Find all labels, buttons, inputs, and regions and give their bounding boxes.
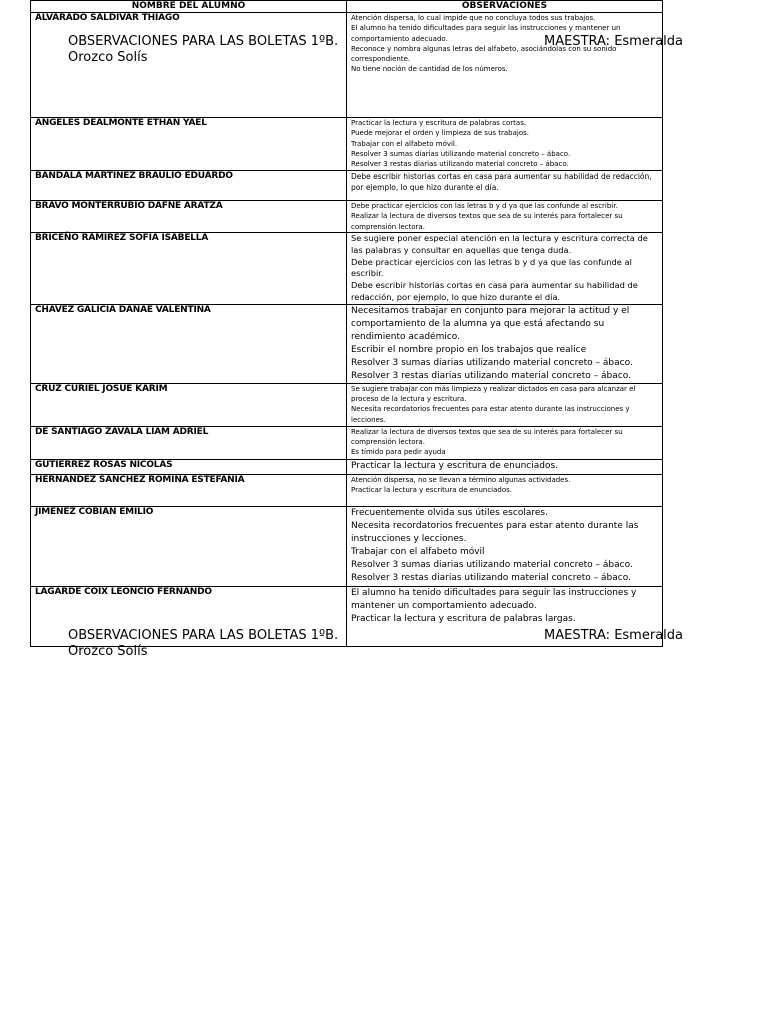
student-name: CRUZ CURIEL JOSUE KARIM (31, 383, 347, 426)
table-row (31, 459, 663, 474)
observation-line: Trabajar con el alfabeto móvil (351, 546, 485, 557)
observation-line: Necesita recordatorios frecuentes para estar atento durante las instrucciones y lecciones. (351, 405, 630, 424)
observation-line: Necesita recordatorios frecuentes para estar atento durante las instrucciones y lecciones. (351, 520, 639, 544)
observation-line: Resolver 3 restas diarias utilizando material concreto – ábaco. (351, 572, 631, 583)
document-title: OBSERVACIONES PARA LAS BOLETAS 1ºB. (68, 628, 339, 643)
table-row (31, 383, 663, 426)
observation-line: Atención dispersa, no se llevan a término algunas actividades. (351, 475, 571, 484)
observation-line: Debe practicar ejercicios con las letras b y d ya que las confunde al escribir. (351, 256, 632, 279)
student-observations (347, 233, 663, 305)
observation-line: Realizar la lectura de diversos textos que sea de su interés para fortalecer su comprensión lectora. (351, 212, 623, 231)
observation-line: Resolver 3 sumas diarias utilizando material concreto – ábaco. (351, 559, 633, 570)
teacher-surname: Orozco Solís (68, 644, 148, 659)
student-name: JIMENEZ COBIAN EMILIO (31, 506, 347, 586)
observations-table (30, 0, 663, 647)
observation-line: Debe escribir historias cortas en casa para aumentar su habilidad de redacción, por ejemplo, lo que hizo durante el día. (351, 172, 652, 192)
teacher-label: MAESTRA: Esmeralda (544, 628, 683, 643)
student-observations (347, 383, 663, 426)
student-name: DE SANTIAGO ZAVALA LIAM ADRIEL (31, 426, 347, 459)
observation-line: Debe practicar ejercicios con las letras b y d ya que las confunde al escribir. (351, 202, 618, 210)
student-name: CHAVEZ GALICIA DANAE VALENTINA (31, 304, 347, 383)
observation-line: Escribir el nombre propio en los trabajos que realice (351, 344, 587, 355)
student-name: GUTIERREZ ROSAS NICOLAS (31, 459, 347, 474)
teacher-label: MAESTRA: Esmeralda (544, 34, 683, 49)
student-observations (347, 171, 663, 201)
document-header (0, 628, 768, 662)
observation-line: Reconoce y nombra algunas letras del alfabeto, asociándolas con su sonido correspondiente. (351, 44, 617, 64)
table-row (31, 506, 663, 586)
observation-line: Realizar la lectura de diversos textos que sea de su interés para fortalecer su comprensión lectora. (351, 427, 623, 447)
student-observations (347, 474, 663, 506)
student-name: LAGARDE COIX LEONCIO FERNANDO (31, 586, 347, 646)
observation-line: Resolver 3 sumas diarias utilizando material concreto – ábaco. (351, 149, 571, 158)
column-header-observations: OBSERVACIONES (347, 1, 663, 13)
student-observations (347, 304, 663, 383)
table-header-row (31, 1, 663, 13)
observation-line: Practicar la lectura y escritura de enunciados. (351, 460, 559, 471)
student-observations (347, 201, 663, 233)
student-observations (347, 118, 663, 171)
student-observations (347, 459, 663, 474)
student-name: ANGELES DEALMONTE ETHAN YAEL (31, 118, 347, 171)
observation-line: Debe escribir historias cortas en casa para aumentar su habilidad de redacción, por ejemplo, lo que hizo durante el día. (351, 280, 638, 302)
document-title: OBSERVACIONES PARA LAS BOLETAS 1ºB. (68, 34, 339, 49)
student-observations (347, 506, 663, 586)
observation-line: Practicar la lectura y escritura de palabras largas. (351, 613, 576, 624)
table-row (31, 201, 663, 233)
table-row (31, 426, 663, 459)
observation-line: Puede mejorar el orden y limpieza de sus trabajos. (351, 129, 530, 138)
observation-line: El alumno ha tenido dificultades para seguir las instrucciones y mantener un comportamiento adecuado. (351, 587, 637, 611)
student-name: ALVARADO SALDIVAR THIAGO (31, 13, 347, 118)
column-header-name: NOMBRE DEL ALUMNO (31, 1, 347, 13)
observation-line: Resolver 3 sumas diarias utilizando material concreto – ábaco. (351, 357, 633, 368)
table-body (31, 13, 663, 647)
teacher-surname: Orozco Solís (68, 50, 148, 65)
observation-line: Atención dispersa, lo cual impide que no concluya todos sus trabajos. (351, 14, 596, 22)
student-observations (347, 426, 663, 459)
observation-line: Se sugiere poner especial atención en la lectura y escritura correcta de las palabras y consultar en aquellas que tenga duda. (351, 233, 648, 255)
observation-line: Resolver 3 restas diarias utilizando material concreto – ábaco. (351, 370, 631, 381)
observation-line: El alumno ha tenido dificultades para seguir las instrucciones y mantener un comportamiento adecuado. (351, 24, 621, 43)
observation-line: Es tímido para pedir ayuda (351, 448, 446, 457)
table-row (31, 474, 663, 506)
observation-line: Resolver 3 restas diarias utilizando material concreto – ábaco. (351, 160, 569, 169)
observation-line: No tiene noción de cantidad de los números. (351, 65, 508, 74)
observation-line: Frecuentemente olvida sus útiles escolares. (351, 507, 548, 518)
table-row (31, 233, 663, 305)
observation-line: Trabajar con el alfabeto móvil. (351, 139, 458, 148)
table-row (31, 171, 663, 201)
student-name: BRAVO MONTERRUBIO DAFNE ARATZA (31, 201, 347, 233)
observation-line: Practicar la lectura y escritura de palabras cortas. (351, 119, 527, 127)
table-row (31, 118, 663, 171)
table-row (31, 304, 663, 383)
observation-line: Necesitamos trabajar en conjunto para mejorar la actitud y el comportamiento de la alumna ya que está afectando su rendimiento académico. (351, 305, 630, 342)
student-name: BRICEÑO RAMIREZ SOFIA ISABELLA (31, 233, 347, 305)
student-name: BANDALA MARTINEZ BRAULIO EDUARDO (31, 171, 347, 201)
observation-line: Se sugiere trabajar con más limpieza y realizar dictados en casa para alcanzar el proceso de la lectura y escritura. (351, 384, 636, 404)
observation-line: Practicar la lectura y escritura de enunciados. (351, 486, 513, 495)
student-name: HERNANDEZ SANCHEZ ROMINA ESTEFANIA (31, 474, 347, 506)
document-header-overlay (0, 34, 768, 68)
